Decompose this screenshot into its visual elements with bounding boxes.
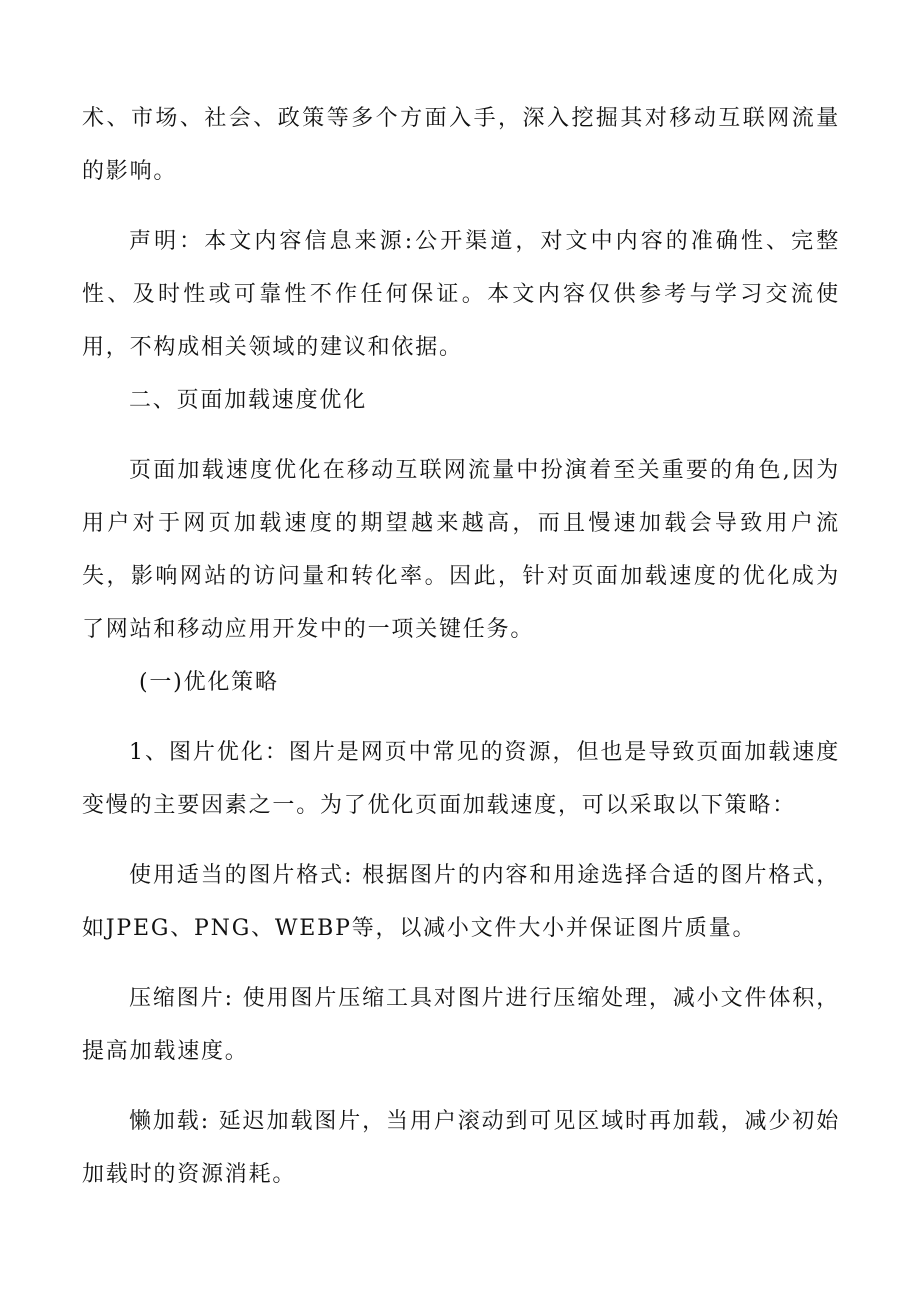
paragraph-image-format: 使用适当的图片格式: 根据图片的内容和用途选择合适的图片格式，如JPEG、PNG、WEBP等，以减小文件大小并保证图片质量。: [82, 863, 840, 941]
paragraph-intro: 页面加载速度优化在移动互联网流量中扮演着至关重要的角色,因为用户对于网页加载速度的期望越来越高，而且慢速加载会导致用户流失，影响网站的访问量和转化率。因此，针对页面加载速度的优化成为了网站和移动应用开发中的一项关键任务。: [82, 458, 840, 642]
paragraph-disclaimer: 声明：本文内容信息来源:公开渠道，对文中内容的准确性、完整性、及时性或可靠性不作任何保证。本文内容仅供参考与学习交流使用，不构成相关领域的建议和依据。: [82, 229, 840, 360]
paragraph-image-optimization: 1、图片优化：图片是网页中常见的资源，但也是导致页面加载速度变慢的主要因素之一。为了优化页面加载速度，可以采取以下策略：: [82, 740, 840, 818]
section-heading: 二、页面加载速度优化: [129, 388, 368, 413]
paragraph-continuation: 术、市场、社会、政策等多个方面入手，深入挖掘其对移动互联网流量的影响。: [82, 106, 840, 184]
document-body: [82, 92, 840, 1201]
paragraph-lazy-loading: 懒加载: 延迟加载图片，当用户滚动到可见区域时再加载，减少初始加载时的资源消耗。: [82, 1109, 840, 1187]
subsection-heading: (一)优化策略: [139, 670, 279, 695]
paragraph-image-compression: 压缩图片: 使用图片压缩工具对图片进行压缩处理，减小文件体积，提高加载速度。: [82, 986, 840, 1064]
